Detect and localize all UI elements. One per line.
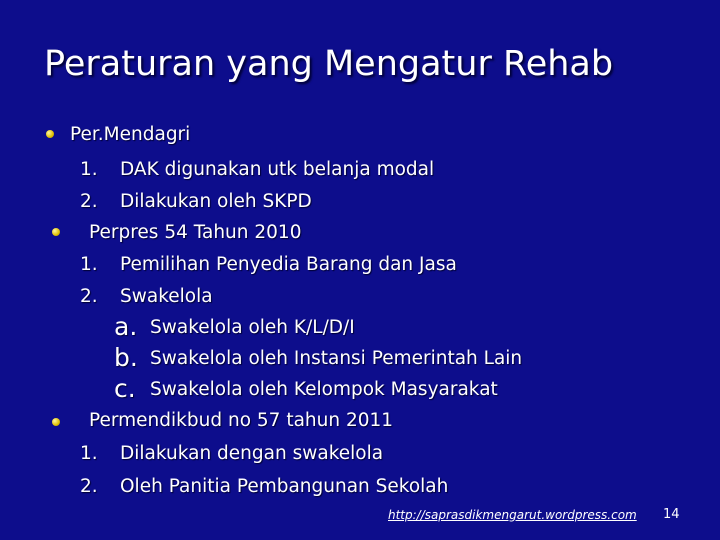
- list-item-label: Swakelola oleh Instansi Pemerintah Lain: [150, 348, 523, 369]
- list-item-label: Dilakukan oleh SKPD: [120, 191, 312, 212]
- list-item-label: Perpres 54 Tahun 2010: [89, 222, 302, 243]
- list-item-number: 2.: [80, 476, 98, 497]
- bullet-icon: [52, 418, 60, 426]
- footer-link[interactable]: http://saprasdikmengarut.wordpress.com: [388, 508, 637, 522]
- list-item-number: 1.: [80, 254, 98, 275]
- slide-title: Peraturan yang Mengatur Rehab: [44, 44, 614, 84]
- list-item: [89, 408, 393, 434]
- list-item-number: 2.: [80, 191, 98, 212]
- list-item-label: Oleh Panitia Pembangunan Sekolah: [120, 476, 449, 497]
- list-item-label: Swakelola oleh K/L/D/I: [150, 317, 355, 338]
- list-item-label: Permendikbud no 57 tahun 2011: [89, 410, 394, 431]
- list-item-letter: c.: [114, 374, 136, 403]
- list-item-label: Swakelola oleh Kelompok Masyarakat: [150, 379, 498, 400]
- page-number: 14: [663, 507, 680, 522]
- bullet-icon: [46, 130, 54, 138]
- list-item-label: Pemilihan Penyedia Barang dan Jasa: [120, 254, 457, 275]
- list-item-label: Swakelola: [120, 286, 213, 307]
- list-item: [89, 220, 301, 246]
- list-item-letter: b.: [114, 343, 138, 372]
- list-item: [70, 122, 190, 148]
- list-item-label: Dilakukan dengan swakelola: [120, 443, 384, 464]
- list-item-number: 1.: [80, 159, 98, 180]
- list-item-number: 1.: [80, 443, 98, 464]
- list-item-letter: a.: [114, 312, 138, 341]
- list-item-number: 2.: [80, 286, 98, 307]
- list-item-label: DAK digunakan utk belanja modal: [120, 159, 435, 180]
- bullet-icon: [52, 228, 60, 236]
- list-item-label: Per.Mendagri: [70, 124, 191, 145]
